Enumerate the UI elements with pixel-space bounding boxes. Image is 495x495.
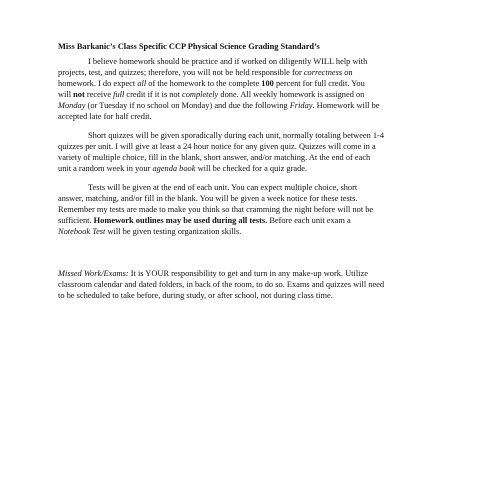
tests-paragraph: Tests will be given at the end of each unit. You can expect multiple choice, short answer, matching, and/or fill in the blank. You will be given a week notice for these tests. Remember my tests are made to make you think so that cramming the night before will not be sufficient. Homework outlines may be used during all tests. Before each unit exam a Notebook Test will be given testing organization skills. <box>58 183 374 236</box>
document-body <box>58 41 446 309</box>
quizzes-paragraph: Short quizzes will be given sporadically during each unit, normally totaling between 1-4 quizzes per unit. I will give at least a 24 hour notice for any given quiz. Quizzes will come in a variety of multiple choice, fill in the blank, short answer, and/or matching. At the end of each unit a random week in your agenda book will be checked for a quiz grade. <box>58 131 385 173</box>
homework-paragraph: I believe homework should be practice and if worked on diligently WILL help with projects, test, and quizzes; therefore, you will not be held responsible for correctness on homework. I do expect all of the homework to the complete 100 percent for full credit. You will not receive full credit if it is not completely done. All weekly homework is assigned on Monday (or Tuesday if no school on Monday) and due the following Friday. Homework will be accepted late for half credit. <box>58 57 380 121</box>
missed-work-paragraph: Missed Work/Exams: It is YOUR responsibility to get and turn in any make-up work. Utilize classroom calendar and dated folders, in back of the room, to do so. Exams and quizzes will need to be scheduled to take before, during study, or after school, not during class time. <box>58 269 385 300</box>
missed-work-heading: Missed Work/Exams: <box>58 269 129 278</box>
document-title: Miss Barkanic’s Class Specific CCP Physical Science Grading Standard’s <box>58 42 320 51</box>
